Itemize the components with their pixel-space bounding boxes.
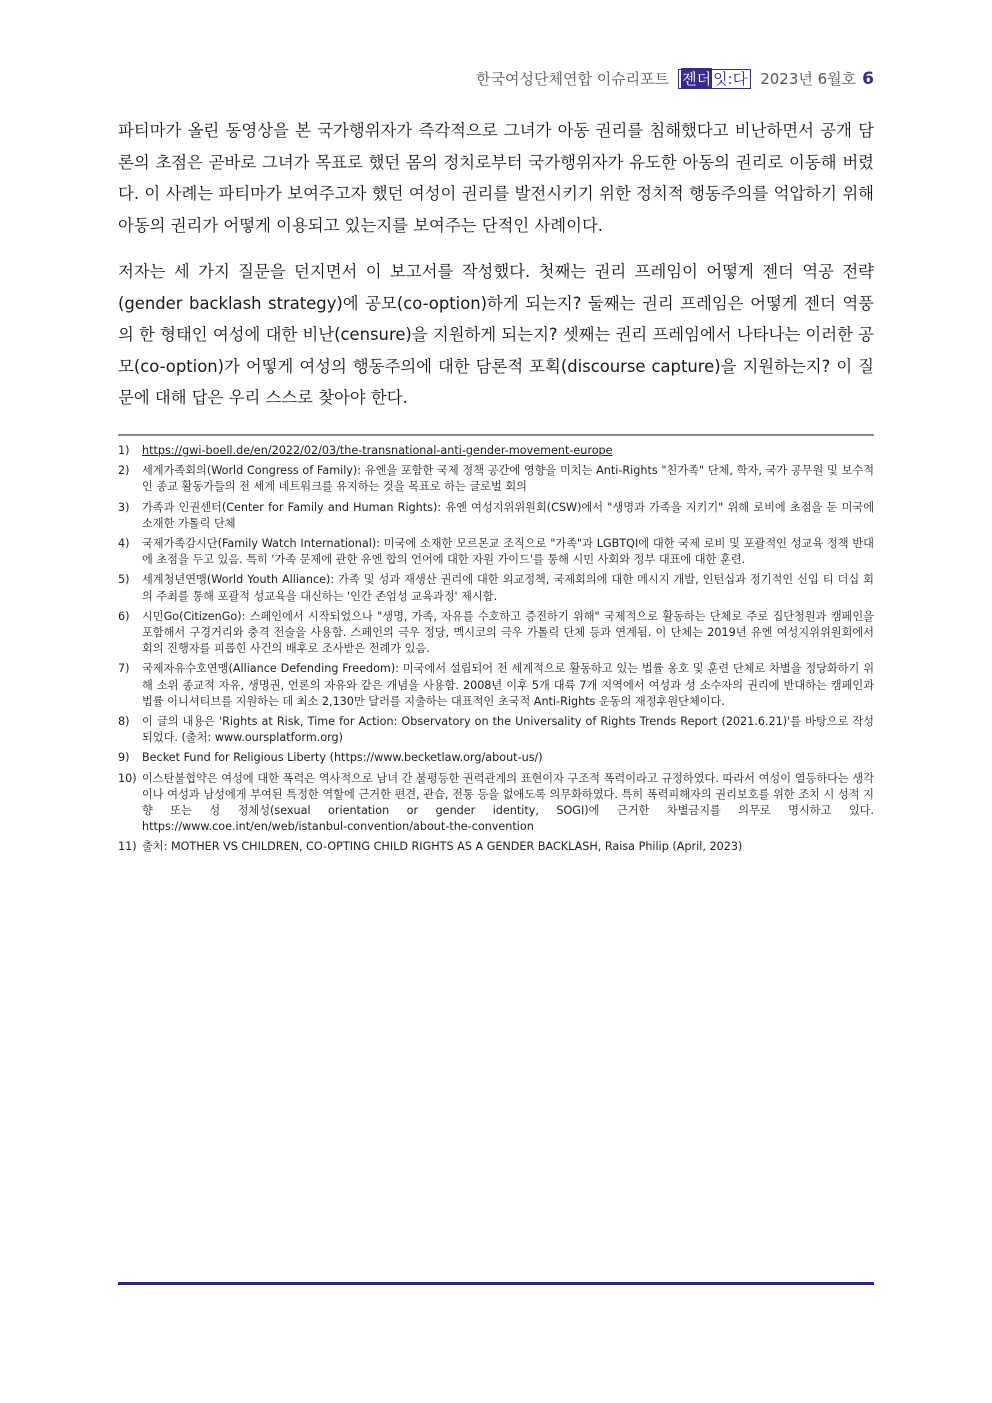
- footnotes-list: [118, 443, 874, 860]
- footnote-item: [118, 771, 874, 836]
- footnote-number: 6): [118, 609, 130, 623]
- body-paragraph-2: [118, 256, 874, 414]
- footnote-item: [118, 536, 874, 568]
- footnote-text: 가족과 인권센터(Center for Family and Human Rights): 유엔 여성지위위원회(CSW)에서 "생명과 가족을 지키기" 위해 로비에 초점을 둔 미국에 소재한 가톨릭 단체: [142, 500, 874, 530]
- paragraph-text: 파티마가 올린 동영상을 본 국가행위자가 즉각적으로 그녀가 아동 권리를 침해했다고 비난하면서 공개 담론의 초점은 곧바로 그녀가 목표로 했던 몸의 정치로부터 국가행위자가 유도한 아동의 권리로 이동해 버렸다. 이 사례는 파티마가 보여주고자 했던 여성이 권리를 발전시키기 위한 정치적 행동주의를 억압하기 위해 아동의 권리가 어떻게 이용되고 있는지를 보여주는 단적인 사례이다.: [118, 121, 874, 235]
- footnote-item: [118, 463, 874, 495]
- footnote-text: 세계가족회의(World Congress of Family): 유엔을 포함한 국제 정책 공간에 영향을 미치는 Anti-Rights "친가족" 단체, 학자, 국가 공무원 및 보수적인 종교 활동가들의 전 세계 네트워크를 유지하는 것을 목표로 하는 글로벌 회의: [142, 464, 874, 494]
- series-logo-rest: 잇:다: [713, 70, 748, 88]
- footnote-item: [118, 750, 874, 766]
- footnote-number: 3): [118, 500, 130, 514]
- page-number: 6: [862, 68, 874, 89]
- footnote-number: 7): [118, 662, 130, 676]
- footnote-text: 국제자유수호연맹(Alliance Defending Freedom): 미국에서 설립되어 전 세계적으로 활동하고 있는 법률 옹호 및 훈련 단체로 차별을 정당화하기 위해 소위 종교적 자유, 생명권, 언론의 자유와 같은 개념을 사용함. 2008년 이후 5개 대륙 7개 지역에서 여성과 성 소수자의 권리에 반대하는 캠페인과 법률 이니셔티브를 지원하는 데 최소 2,130만 달러를 지출하는 대표적인 초국적 Anti-Rights 운동의 재정후원단체이다.: [142, 662, 874, 708]
- footnote-number: 4): [118, 537, 130, 551]
- footnote-text: Becket Fund for Religious Liberty (https://www.becketlaw.org/about-us/): [142, 751, 543, 765]
- body-paragraph-1: [118, 115, 874, 241]
- footnote-item: [118, 500, 874, 532]
- footer-divider: [118, 1282, 874, 1285]
- footnote-text: 이스탄불협약은 여성에 대한 폭력은 역사적으로 남녀 간 불평등한 권력관계의 표현이자 구조적 폭력이라고 규정하였다. 따라서 여성이 열등하다는 생각이나 여성과 남성에게 부여된 특정한 역할에 근거한 편견, 관습, 전통 등을 없애도록 의무화하였다. 특히 폭력피해자의 권리보호를 위한 조치 시 성적 지향 또는 성 정체성(sexual orientation or gender identity, SOGI)에 근거한 차별금지를 의무로 명시하고 있다. https://www.coe.int/en/web/istanbul-convention/about-the-convention: [142, 771, 874, 834]
- footnote-item: [118, 714, 874, 746]
- footnote-text: 시민Go(CitizenGo): 스페인에서 시작되었으나 "생명, 가족, 자유를 수호하고 증진하기 위해" 국제적으로 활동하는 단체로 주로 집단청원과 캠페인을 포함해서 구경거리와 충격 전술을 사용함. 스페인의 극우 정당, 멕시코의 극우 가톨릭 단체 등과 연계됨. 이 단체는 2019년 유엔 여성지위위원회에서 회의 진행자를 피롭힌 사건의 배후로 조사받은 전례가 있음.: [142, 609, 874, 656]
- page-header: [476, 68, 874, 89]
- footnote-number: 11): [118, 840, 137, 854]
- footnote-item: [118, 572, 874, 604]
- footnote-number: 10): [118, 771, 137, 785]
- footnote-divider: [118, 434, 874, 436]
- footnote-item: [118, 609, 874, 658]
- footnote-item: [118, 443, 874, 459]
- footnote-number: 9): [118, 751, 130, 765]
- footnote-text: 세계청년연맹(World Youth Alliance): 가족 및 성과 재생산 권리에 대한 외교정책, 국제회의에 대한 메시지 개발, 인턴십과 정기적인 신입 티 더십 회의 주최를 통해 포괄적 성교육을 대신하는 '인간 존엄성 교육과정' 제시함.: [142, 573, 874, 603]
- footnote-link[interactable]: https://gwi-boell.de/en/2022/02/03/the-transnational-anti-gender-movement-europe: [142, 444, 613, 457]
- footnote-number: 5): [118, 573, 130, 587]
- footnote-item: [118, 839, 874, 855]
- footnote-text: 출처: MOTHER VS CHILDREN, CO-OPTING CHILD RIGHTS AS A GENDER BACKLASH, Raisa Philip (April, 2023): [142, 840, 743, 854]
- series-logo-highlight: 젠더: [682, 70, 712, 88]
- footnote-text: 이 글의 내용은 'Rights at Risk, Time for Action: Observatory on the Universality of Rights Trends Report (2021.6.21)'를 바탕으로 작성되었다. (출처: www.oursplatform.org): [142, 715, 874, 745]
- footnote-item: [118, 661, 874, 710]
- footnote-text: 국제가족감시단(Family Watch International): 미국에 소재한 모르몬교 조직으로 "가족"과 LGBTQI에 대한 국제 로비 및 포괄적인 성교육 정책 반대에 초점을 두고 있음. 특히 '가족 문제에 관한 유엔 합의 언어에 대한 자원 가이드'를 통해 시민 사회와 정부 대표에 대한 훈련.: [142, 537, 874, 567]
- issue-date: 2023년 6월호: [760, 70, 857, 88]
- paragraph-text: 저자는 세 가지 질문을 던지면서 이 보고서를 작성했다. 첫째는 권리 프레임이 어떻게 젠더 역공 전략(gender backlash strategy)에 공모(co-option)하게 되는지? 둘째는 권리 프레임은 어떻게 젠더 역풍의 한 형태인 여성에 대한 비난(censure)을 지원하게 되는지? 셋째는 권리 프레임에서 나타나는 이러한 공모(co-option)가 어떻게 여성의 행동주의에 대한 담론적 포획(discourse capture)을 지원하는지? 이 질문에 대해 답은 우리 스스로 찾아야 한다.: [118, 262, 874, 407]
- series-logo: [678, 69, 751, 89]
- footnote-number: 2): [118, 464, 130, 478]
- publisher-name: 한국여성단체연합 이슈리포트: [476, 70, 670, 88]
- footnote-number: 1): [118, 444, 130, 457]
- footnote-number: 8): [118, 715, 130, 729]
